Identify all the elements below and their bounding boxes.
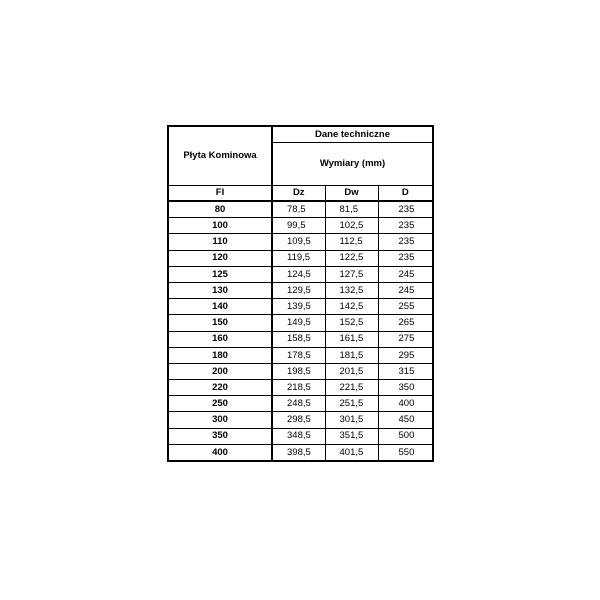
table-row <box>168 444 433 461</box>
column-header-dw: Dw <box>325 186 378 202</box>
cell-d: 350 <box>378 380 433 396</box>
column-header-d: D <box>378 186 433 202</box>
table-row <box>168 380 433 396</box>
table-row <box>168 282 433 298</box>
cell-dw: 201,5 <box>325 363 378 379</box>
cell-dw: 102,5 <box>325 218 378 234</box>
cell-d: 235 <box>378 234 433 250</box>
cell-dw: 122,5 <box>325 250 378 266</box>
cell-dz: 198,5 <box>272 363 325 379</box>
dimensions-header: Wymiary (mm) <box>272 143 433 186</box>
cell-dw: 81,5 <box>325 201 378 218</box>
cell-d: 550 <box>378 444 433 461</box>
cell-dz: 158,5 <box>272 331 325 347</box>
cell-dz: 218,5 <box>272 380 325 396</box>
cell-d: 450 <box>378 412 433 428</box>
cell-fi: 110 <box>168 234 272 250</box>
table-row <box>168 234 433 250</box>
table-row <box>168 331 433 347</box>
table-row <box>168 250 433 266</box>
cell-fi: 130 <box>168 282 272 298</box>
cell-d: 275 <box>378 331 433 347</box>
table-row <box>168 299 433 315</box>
cell-dz: 99,5 <box>272 218 325 234</box>
cell-fi: 350 <box>168 428 272 444</box>
cell-dz: 124,5 <box>272 266 325 282</box>
cell-fi: 160 <box>168 331 272 347</box>
cell-dz: 129,5 <box>272 282 325 298</box>
table-body <box>168 201 433 461</box>
cell-dw: 152,5 <box>325 315 378 331</box>
cell-dw: 351,5 <box>325 428 378 444</box>
cell-d: 265 <box>378 315 433 331</box>
cell-fi: 150 <box>168 315 272 331</box>
cell-d: 500 <box>378 428 433 444</box>
table-row <box>168 201 433 218</box>
table-row <box>168 428 433 444</box>
cell-dw: 181,5 <box>325 347 378 363</box>
cell-dz: 149,5 <box>272 315 325 331</box>
cell-d: 235 <box>378 250 433 266</box>
column-header-fi: FI <box>168 186 272 202</box>
cell-d: 245 <box>378 282 433 298</box>
cell-dw: 401,5 <box>325 444 378 461</box>
cell-d: 235 <box>378 201 433 218</box>
cell-fi: 300 <box>168 412 272 428</box>
cell-fi: 220 <box>168 380 272 396</box>
product-name-header: Płyta Kominowa <box>168 126 272 186</box>
cell-fi: 400 <box>168 444 272 461</box>
table-row <box>168 315 433 331</box>
cell-d: 235 <box>378 218 433 234</box>
cell-fi: 80 <box>168 201 272 218</box>
cell-dw: 301,5 <box>325 412 378 428</box>
table-row <box>168 363 433 379</box>
cell-dw: 161,5 <box>325 331 378 347</box>
cell-fi: 125 <box>168 266 272 282</box>
table-row <box>168 347 433 363</box>
table-row <box>168 266 433 282</box>
cell-fi: 140 <box>168 299 272 315</box>
cell-dw: 127,5 <box>325 266 378 282</box>
cell-dz: 398,5 <box>272 444 325 461</box>
cell-dz: 178,5 <box>272 347 325 363</box>
cell-dw: 221,5 <box>325 380 378 396</box>
cell-dz: 78,5 <box>272 201 325 218</box>
column-header-dz: Dz <box>272 186 325 202</box>
cell-dw: 112,5 <box>325 234 378 250</box>
cell-d: 295 <box>378 347 433 363</box>
cell-dz: 119,5 <box>272 250 325 266</box>
cell-dw: 142,5 <box>325 299 378 315</box>
table-row <box>168 396 433 412</box>
technical-data-table <box>167 125 434 462</box>
cell-dz: 109,5 <box>272 234 325 250</box>
cell-fi: 120 <box>168 250 272 266</box>
cell-d: 400 <box>378 396 433 412</box>
cell-fi: 100 <box>168 218 272 234</box>
cell-fi: 180 <box>168 347 272 363</box>
cell-d: 245 <box>378 266 433 282</box>
cell-dw: 132,5 <box>325 282 378 298</box>
cell-dz: 348,5 <box>272 428 325 444</box>
cell-dz: 298,5 <box>272 412 325 428</box>
cell-d: 255 <box>378 299 433 315</box>
table-row <box>168 218 433 234</box>
cell-dz: 248,5 <box>272 396 325 412</box>
cell-dw: 251,5 <box>325 396 378 412</box>
cell-dz: 139,5 <box>272 299 325 315</box>
cell-d: 315 <box>378 363 433 379</box>
table-row <box>168 412 433 428</box>
cell-fi: 200 <box>168 363 272 379</box>
cell-fi: 250 <box>168 396 272 412</box>
technical-data-header: Dane techniczne <box>272 126 433 143</box>
